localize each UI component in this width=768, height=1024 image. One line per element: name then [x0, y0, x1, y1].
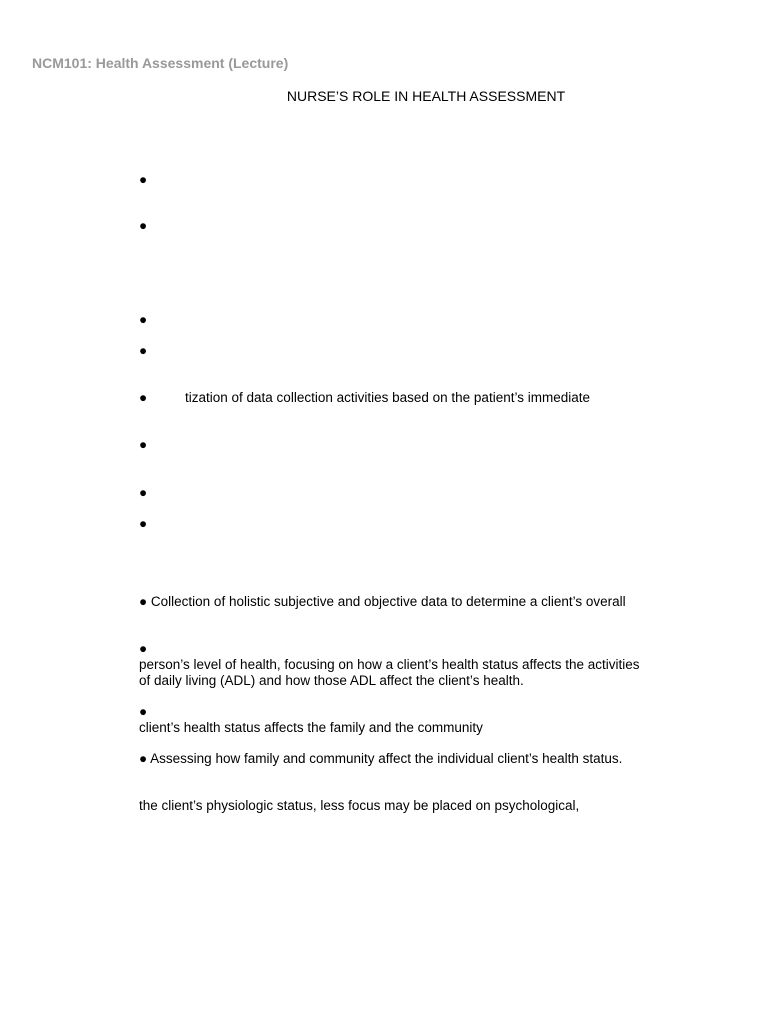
bullet-text: ● Collection of holistic subjective and objective data to determine a client’s overall — [139, 594, 626, 609]
bullet-text: ● Assessing how family and community affect the individual client’s health status. — [139, 751, 623, 766]
paragraph-line: the client’s physiologic status, less focus may be placed on psychological, — [139, 798, 580, 813]
bullet-marker: ● — [139, 516, 148, 531]
bullet-marker: ● — [139, 641, 148, 656]
bullet-text: tization of data collection activities based on the patient’s immediate — [185, 390, 590, 405]
page-title: NURSE’S ROLE IN HEALTH ASSESSMENT — [286, 88, 566, 104]
bullet-marker: ● — [139, 704, 148, 719]
course-header: NCM101: Health Assessment (Lecture) — [32, 55, 289, 71]
bullet-marker: ● — [139, 218, 148, 233]
paragraph-line: client’s health status affects the family and the community — [139, 720, 483, 735]
paragraph-line: person’s level of health, focusing on how a client’s health status affects the activities — [139, 657, 640, 672]
bullet-marker: ● — [139, 390, 148, 405]
bullet-marker: ● — [139, 437, 148, 452]
bullet-marker: ● — [139, 485, 148, 500]
bullet-marker: ● — [139, 312, 148, 327]
paragraph-line: of daily living (ADL) and how those ADL affect the client’s health. — [139, 673, 524, 688]
bullet-marker: ● — [139, 172, 148, 187]
bullet-marker: ● — [139, 343, 148, 358]
